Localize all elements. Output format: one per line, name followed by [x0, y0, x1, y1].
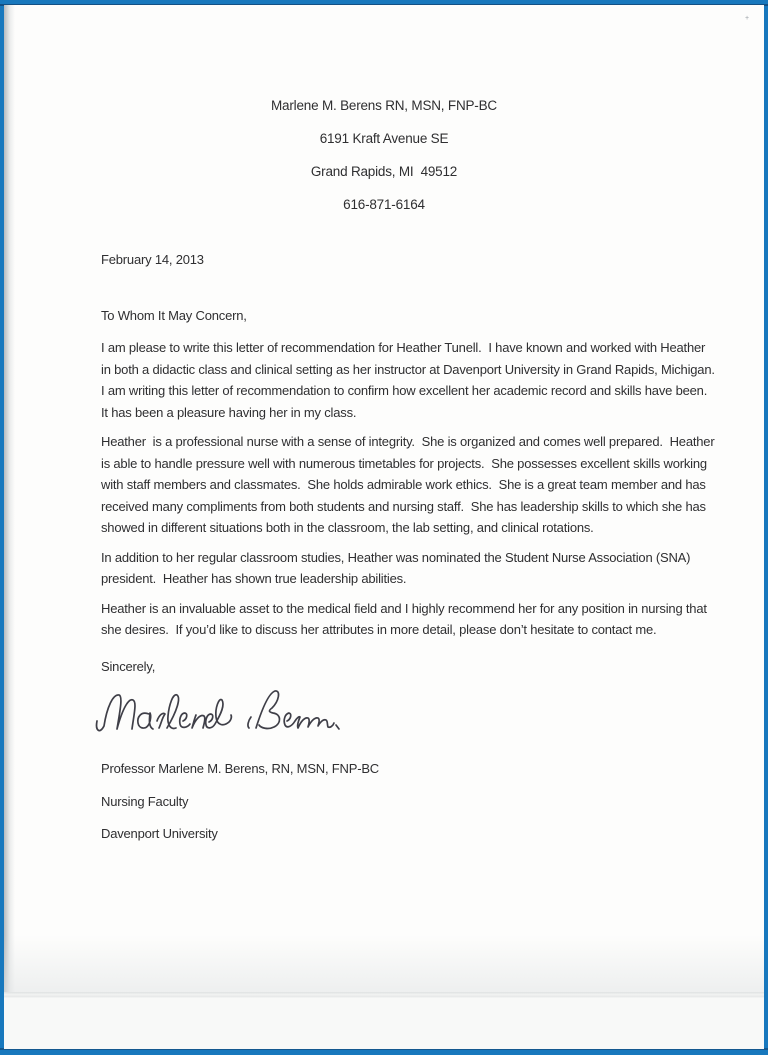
signature-stroke [157, 713, 165, 728]
letterhead-address-line2: Grand Rapids, MI 49512 [310, 164, 458, 179]
signature-last-name-stroke [284, 713, 334, 728]
paper-below-crease [4, 998, 764, 1049]
letter-date: February 14, 2013 [101, 252, 204, 267]
signature-last-name-stroke [248, 717, 251, 728]
body-paragraph-3: In addition to her regular classroom studies, Heather was nominated the Student Nurse Association (SNA) president. Heather has shown true leadership abilities. [101, 549, 694, 586]
signature-stroke [206, 699, 232, 727]
signature-last-name-stroke [256, 691, 280, 729]
signoff-role: Nursing Faculty [101, 793, 189, 809]
body-paragraph-2: Heather is a professional nurse with a sense of integrity. She is organized and comes well prepared. Heather is able to handle pressure well with numerous timetables for projects. She possesses excellent skills working with staff members and classmates. She holds admirable work ethics. She is a great team member and has received many compliments from both students and nursing staff. She has leadership skills to which she has showed in different situations both in the classroom, the lab setting, and clinical rotations. [101, 434, 718, 535]
signature-last-name-stroke [336, 725, 339, 729]
signature-stroke [180, 713, 190, 727]
signoff-name-title: Professor Marlene M. Berens, RN, MSN, FNP-BC [101, 761, 379, 776]
signature-first-name-stroke [97, 695, 135, 731]
handwritten-signature [93, 681, 343, 751]
signature-stroke [138, 713, 153, 729]
salutation: To Whom It May Concern, [101, 307, 247, 323]
signature-stroke [167, 695, 179, 729]
closing-salutation: Sincerely, [101, 658, 156, 674]
letter-body [101, 249, 722, 851]
scan-artifact-speck: + [745, 15, 750, 22]
letterhead-address-line1: 6191 Kraft Avenue SE [319, 131, 449, 146]
body-paragraph-4: Heather is an invaluable asset to the medical field and I highly recommend her for any position in nursing that she desires. If you’d like to discuss her attributes in more detail, please don’t hesitate to contact me. [101, 600, 711, 637]
letter-paper [4, 5, 764, 1049]
paper-bottom-tint [4, 935, 764, 992]
body-paragraph-1: I am please to write this letter of recommendation for Heather Tunell. I have known and worked with Heather in both a didactic class and clinical setting as her instructor at Davenport University in Grand Rapids, Michigan. I am writing this letter of recommendation to confirm how excellent her academic record and skills have been. It has been a pleasure having her in my class. [101, 340, 722, 420]
letterhead-name: Marlene M. Berens RN, MSN, FNP-BC [271, 98, 497, 113]
letterhead [4, 89, 764, 221]
signature-stroke [192, 715, 205, 728]
letterhead-phone: 616-871-6164 [343, 197, 425, 212]
signoff-institution: Davenport University [101, 826, 218, 841]
